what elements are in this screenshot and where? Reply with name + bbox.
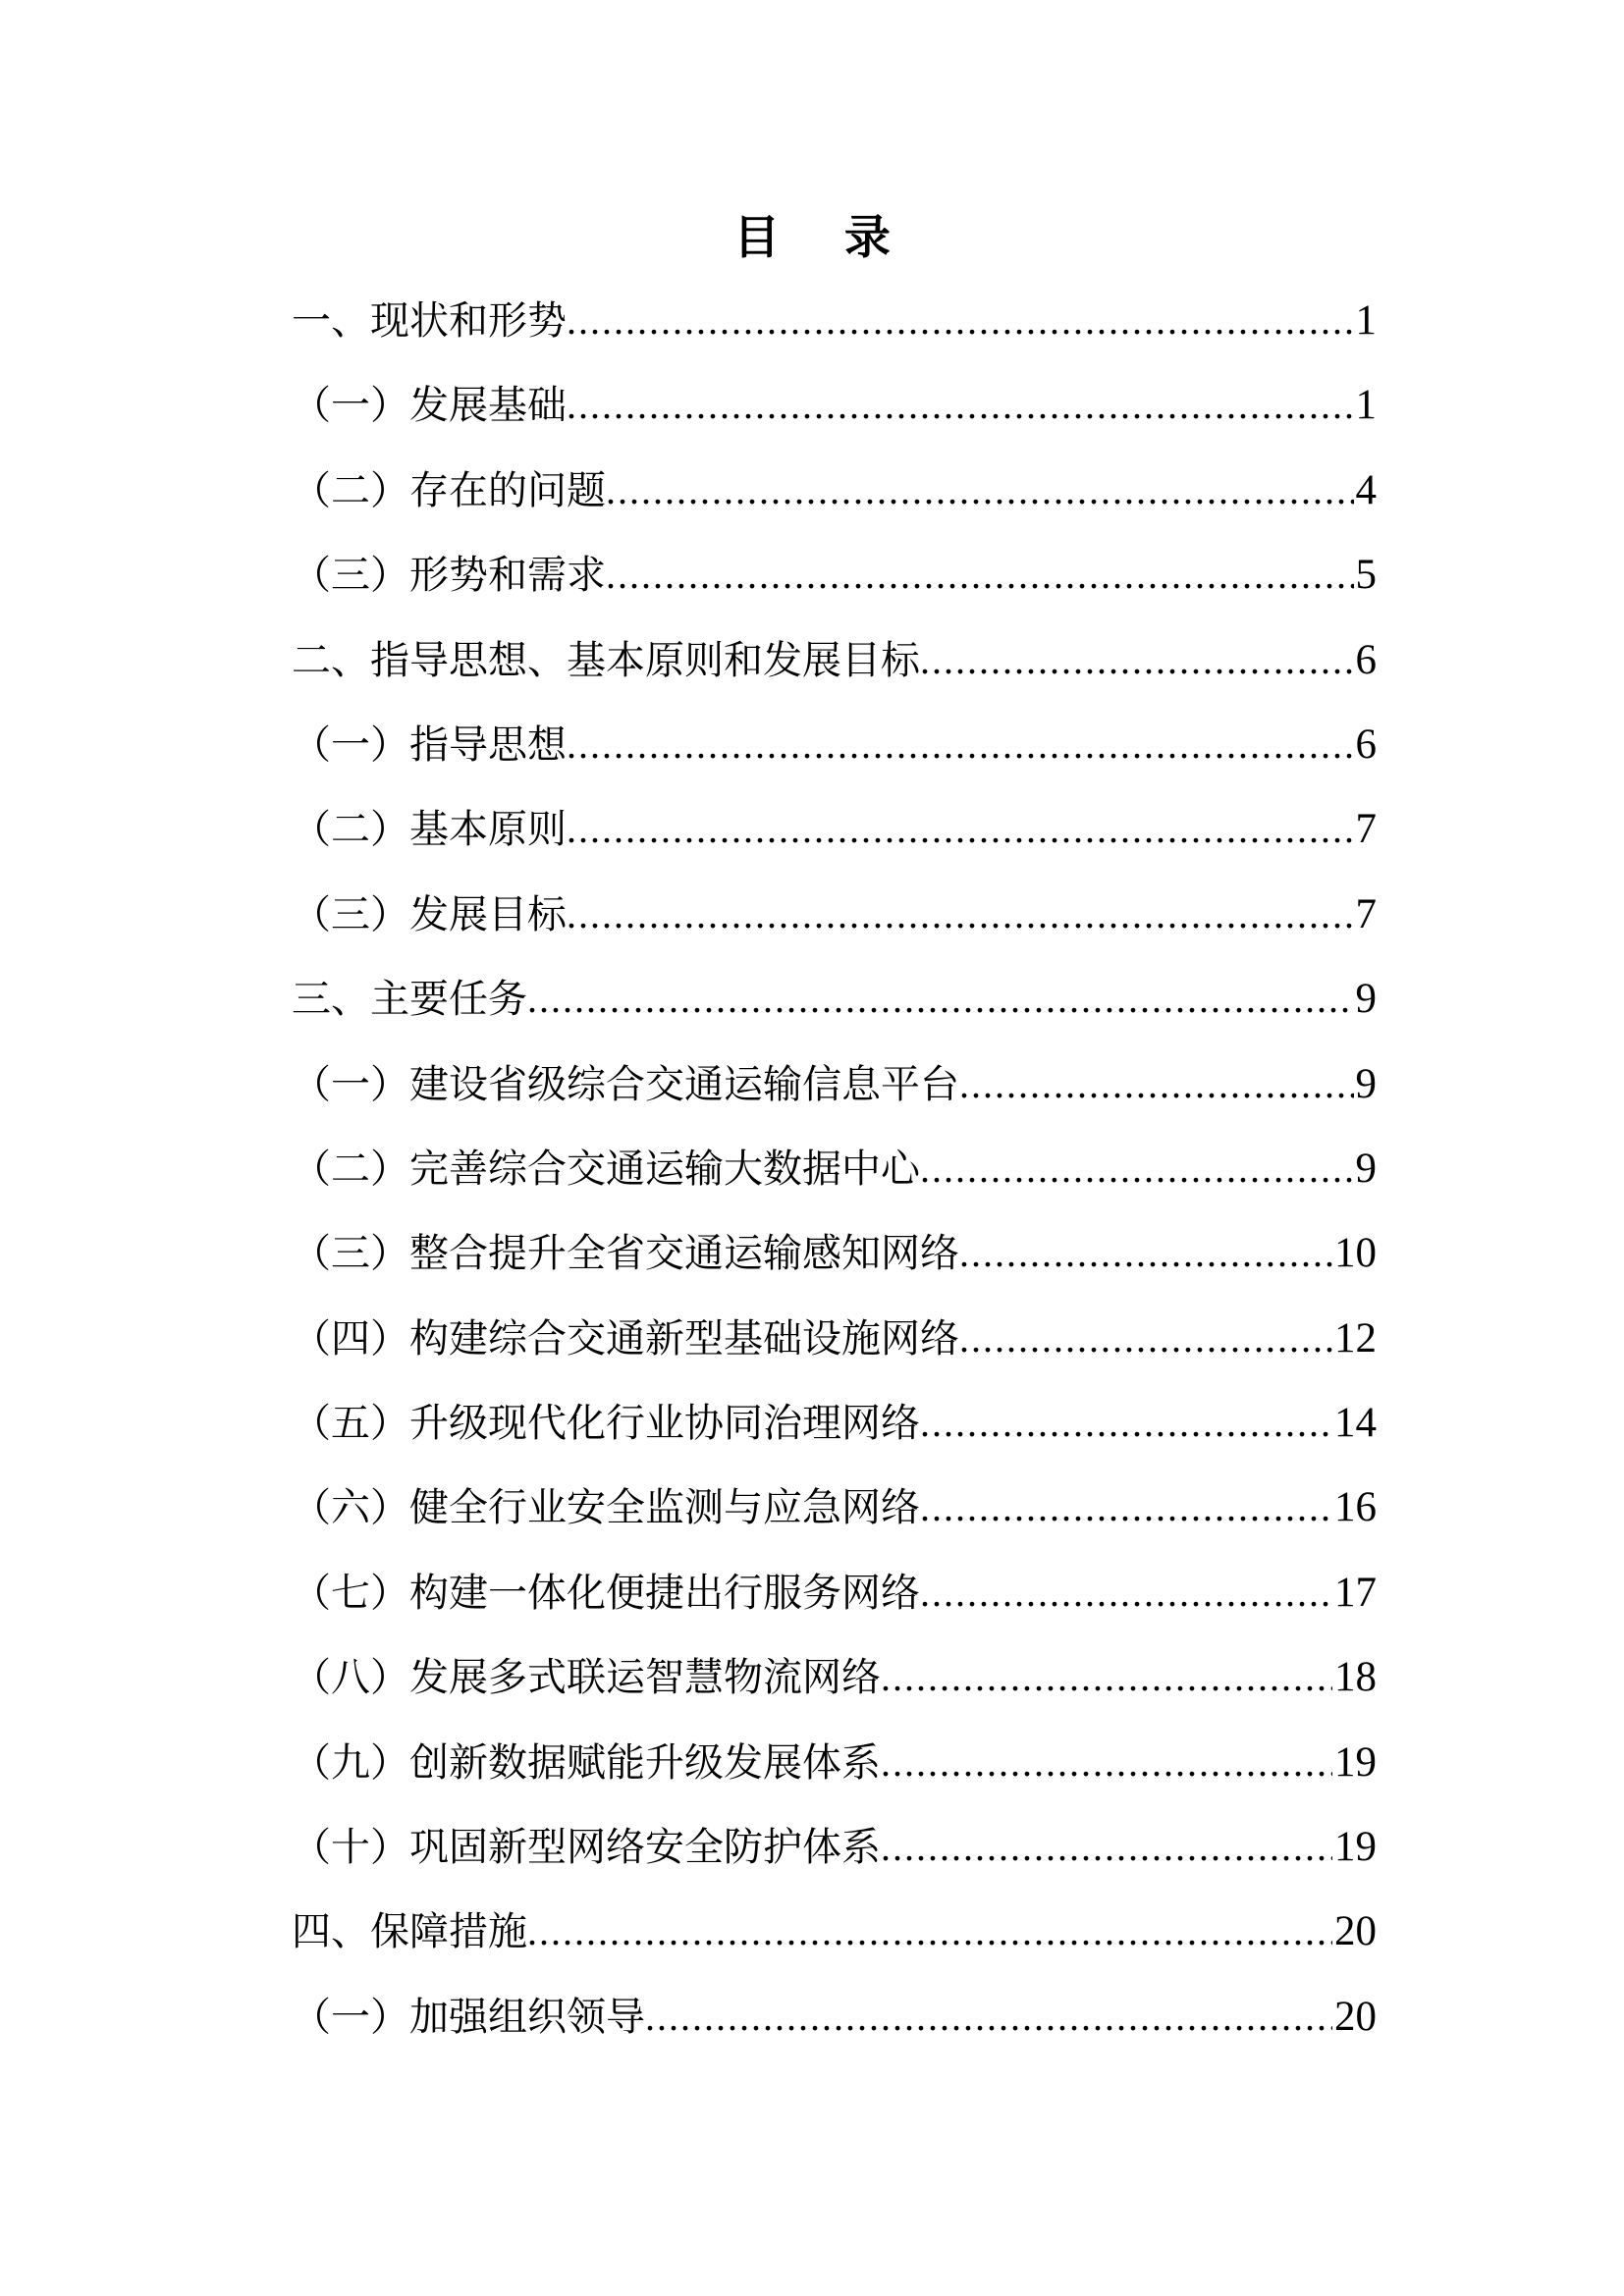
toc-entry-page: 6 <box>1355 721 1377 768</box>
dot-leader <box>567 382 1354 428</box>
toc-entry-row <box>292 1211 1377 1296</box>
toc-entry-page: 17 <box>1334 1569 1377 1616</box>
toc-entry-label: （六）健全行业安全监测与应急网络 <box>292 1485 920 1530</box>
toc-entry-row <box>292 787 1377 872</box>
toc-entry-label: （二）存在的问题 <box>292 467 606 512</box>
toc-entry-page: 14 <box>1334 1400 1377 1447</box>
toc-entry-row <box>292 1127 1377 1211</box>
toc-entry-label: （一）加强组织领导 <box>292 1994 645 2039</box>
dot-leader <box>606 467 1354 513</box>
toc-entry-row <box>292 873 1377 957</box>
dot-leader <box>881 1824 1332 1870</box>
toc-entry-row <box>292 1381 1377 1466</box>
toc-entry-row <box>292 363 1377 448</box>
toc-entry-page: 6 <box>1355 636 1377 683</box>
toc-entry-row <box>292 1297 1377 1381</box>
dot-leader <box>606 552 1354 598</box>
toc-entry-page: 5 <box>1355 552 1377 599</box>
toc-list <box>292 279 1377 2059</box>
dot-leader <box>881 1739 1332 1786</box>
toc-entry-page: 9 <box>1355 1145 1377 1192</box>
toc-entry-page: 9 <box>1355 1060 1377 1107</box>
dot-leader <box>959 1061 1354 1107</box>
toc-entry-page: 9 <box>1355 976 1377 1023</box>
toc-entry-label: （二）完善综合交通运输大数据中心 <box>292 1146 920 1191</box>
toc-entry-label: （十）巩固新型网络安全防护体系 <box>292 1825 881 1870</box>
toc-entry-row <box>292 533 1377 617</box>
toc-entry-label: 三、主要任务 <box>292 977 527 1022</box>
toc-entry-row <box>292 1721 1377 1805</box>
toc-entry-label: 一、现状和形势 <box>292 298 567 343</box>
dot-leader <box>881 1654 1332 1700</box>
dot-leader <box>920 1400 1332 1446</box>
toc-entry-page: 4 <box>1355 466 1377 513</box>
dot-leader <box>527 976 1354 1022</box>
toc-entry-page: 16 <box>1334 1484 1377 1531</box>
toc-entry-label: （七）构建一体化便捷出行服务网络 <box>292 1570 920 1615</box>
toc-entry-page: 19 <box>1334 1824 1377 1871</box>
toc-entry-page: 7 <box>1355 806 1377 853</box>
toc-entry-page: 10 <box>1334 1230 1377 1277</box>
toc-entry-page: 19 <box>1334 1738 1377 1786</box>
dot-leader <box>567 806 1354 852</box>
toc-entry-row <box>292 1975 1377 2059</box>
dot-leader <box>527 1908 1332 1954</box>
toc-entry-page: 7 <box>1355 890 1377 937</box>
toc-entry-label: （二）基本原则 <box>292 807 567 852</box>
toc-entry-page: 18 <box>1334 1654 1377 1701</box>
dot-leader <box>920 1570 1332 1616</box>
dot-leader <box>920 637 1354 683</box>
toc-entry-row <box>292 1551 1377 1635</box>
toc-entry-row <box>292 279 1377 363</box>
toc-entry-label: （九）创新数据赋能升级发展体系 <box>292 1739 881 1785</box>
toc-entry-label: （三）整合提升全省交通运输感知网络 <box>292 1231 959 1276</box>
toc-entry-row <box>292 957 1377 1041</box>
dot-leader <box>567 891 1354 937</box>
toc-entry-row <box>292 1466 1377 1550</box>
dot-leader <box>959 1315 1332 1362</box>
toc-entry-label: （八）发展多式联运智慧物流网络 <box>292 1655 881 1700</box>
toc-entry-page: 12 <box>1334 1314 1377 1362</box>
dot-leader <box>920 1484 1332 1530</box>
dot-leader <box>920 1146 1354 1192</box>
toc-entry-row <box>292 449 1377 533</box>
toc-entry-label: （三）发展目标 <box>292 891 567 936</box>
toc-title: 目 录 <box>733 213 900 264</box>
toc-entry-row <box>292 1635 1377 1720</box>
toc-entry-label: 四、保障措施 <box>292 1909 527 1954</box>
toc-entry-label: （三）形势和需求 <box>292 553 606 598</box>
toc-entry-page: 20 <box>1334 1993 1377 2040</box>
toc-entry-label: （五）升级现代化行业协同治理网络 <box>292 1401 920 1446</box>
toc-entry-row <box>292 618 1377 703</box>
toc-entry-label: （一）指导思想 <box>292 721 567 767</box>
toc-entry-label: （一）发展基础 <box>292 383 567 428</box>
toc-entry-label: （一）建设省级综合交通运输信息平台 <box>292 1061 959 1106</box>
dot-leader <box>567 297 1354 344</box>
toc-entry-row <box>292 703 1377 787</box>
toc-entry-label: 二、指导思想、基本原则和发展目标 <box>292 637 920 682</box>
dot-leader <box>567 721 1354 768</box>
toc-entry-row <box>292 1890 1377 1974</box>
toc-entry-row <box>292 1805 1377 1890</box>
toc-entry-label: （四）构建综合交通新型基础设施网络 <box>292 1315 959 1361</box>
dot-leader <box>645 1994 1332 2040</box>
toc-entry-page: 20 <box>1334 1908 1377 1955</box>
toc-entry-page: 1 <box>1355 297 1377 344</box>
toc-entry-row <box>292 1042 1377 1127</box>
toc-entry-page: 1 <box>1355 382 1377 429</box>
dot-leader <box>959 1230 1332 1276</box>
